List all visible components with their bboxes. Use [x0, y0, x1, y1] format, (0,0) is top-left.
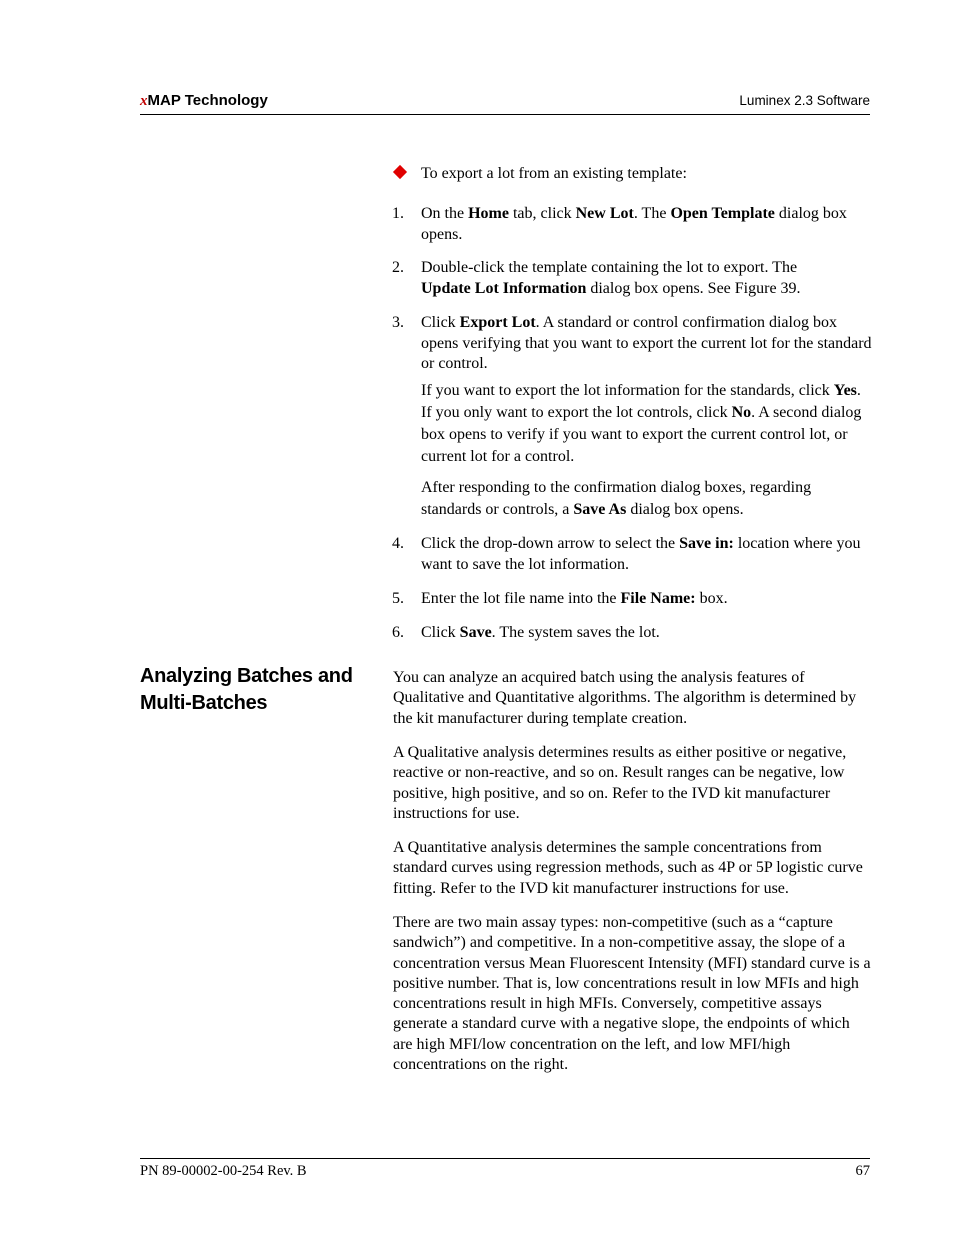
step-number: 6.: [392, 624, 404, 641]
body-paragraph: A Qualitative analysis determines results as either positive or negative, reactive or non-reactive, and so on. Result ranges can be negative, low positive, high positive, and so on. Refer to the IVD kit manufacturer instructions for use.: [393, 744, 847, 822]
section-heading: Analyzing Batches and Multi-Batches: [140, 665, 353, 714]
page-header: [140, 92, 870, 115]
page-number: 67: [855, 1163, 870, 1179]
step-number: 3.: [392, 314, 404, 331]
body-paragraph: There are two main assay types: non-competitive (such as a “capture sandwich”) and competitive. In a non-competitive assay, the slope of a concentration versus Mean Fluorescent Intensity (MFI) standard curve is a positive number. That is, low concentrations result in low MFIs and high concentrations result in high MFIs. Conversely, competitive assays generate a standard curve with a negative slope, the endpoints of which are high MFI/low concentration on the left, and low MFI/high concentrations on the right.: [393, 914, 871, 1074]
header-brand: xMAP Technology: [140, 92, 268, 109]
procedure-intro: To export a lot from an existing template:: [421, 165, 687, 182]
diamond-bullet-icon: [393, 165, 407, 179]
step-number: 5.: [392, 590, 404, 607]
step-text: Double-click the template containing the lot to export. The Update Lot Information dialog box opens. See Figure 39.: [421, 259, 801, 297]
step-subparagraph: After responding to the confirmation dialog boxes, regarding standards or controls, a Save As dialog box opens.: [421, 479, 812, 518]
body-paragraph: A Quantitative analysis determines the sample concentrations from standard curves using regression methods, such as 4P or 5P logistic curve fitting. Refer to the IVD kit manufacturer instructions for use.: [393, 839, 863, 897]
step-subparagraph: If you want to export the lot information for the standards, click Yes. If you only want to export the lot controls, click No. A second dialog box opens to verify if you want to export the current control lot, or current lot for a control.: [421, 382, 862, 465]
step-text: On the Home tab, click New Lot. The Open Template dialog box opens.: [421, 205, 847, 243]
step-text: Enter the lot file name into the File Name: box.: [421, 590, 728, 607]
step-text: Click Export Lot. A standard or control confirmation dialog box opens verifying that you want to export the current lot for the standard or control.: [421, 314, 872, 372]
step-text: Click Save. The system saves the lot.: [421, 624, 660, 641]
page-footer: [140, 1158, 870, 1179]
step-number: 4.: [392, 535, 404, 552]
body-paragraph: You can analyze an acquired batch using the analysis features of Qualitative and Quantitative algorithms. The algorithm is determined by the kit manufacturer during template creation.: [393, 669, 857, 727]
step-number: 1.: [392, 205, 404, 222]
step-number: 2.: [392, 259, 404, 276]
header-product: Luminex 2.3 Software: [739, 93, 870, 108]
step-text: Click the drop-down arrow to select the Save in: location where you want to save the lot information.: [421, 535, 861, 573]
part-number: PN 89-00002-00-254 Rev. B: [140, 1163, 307, 1179]
